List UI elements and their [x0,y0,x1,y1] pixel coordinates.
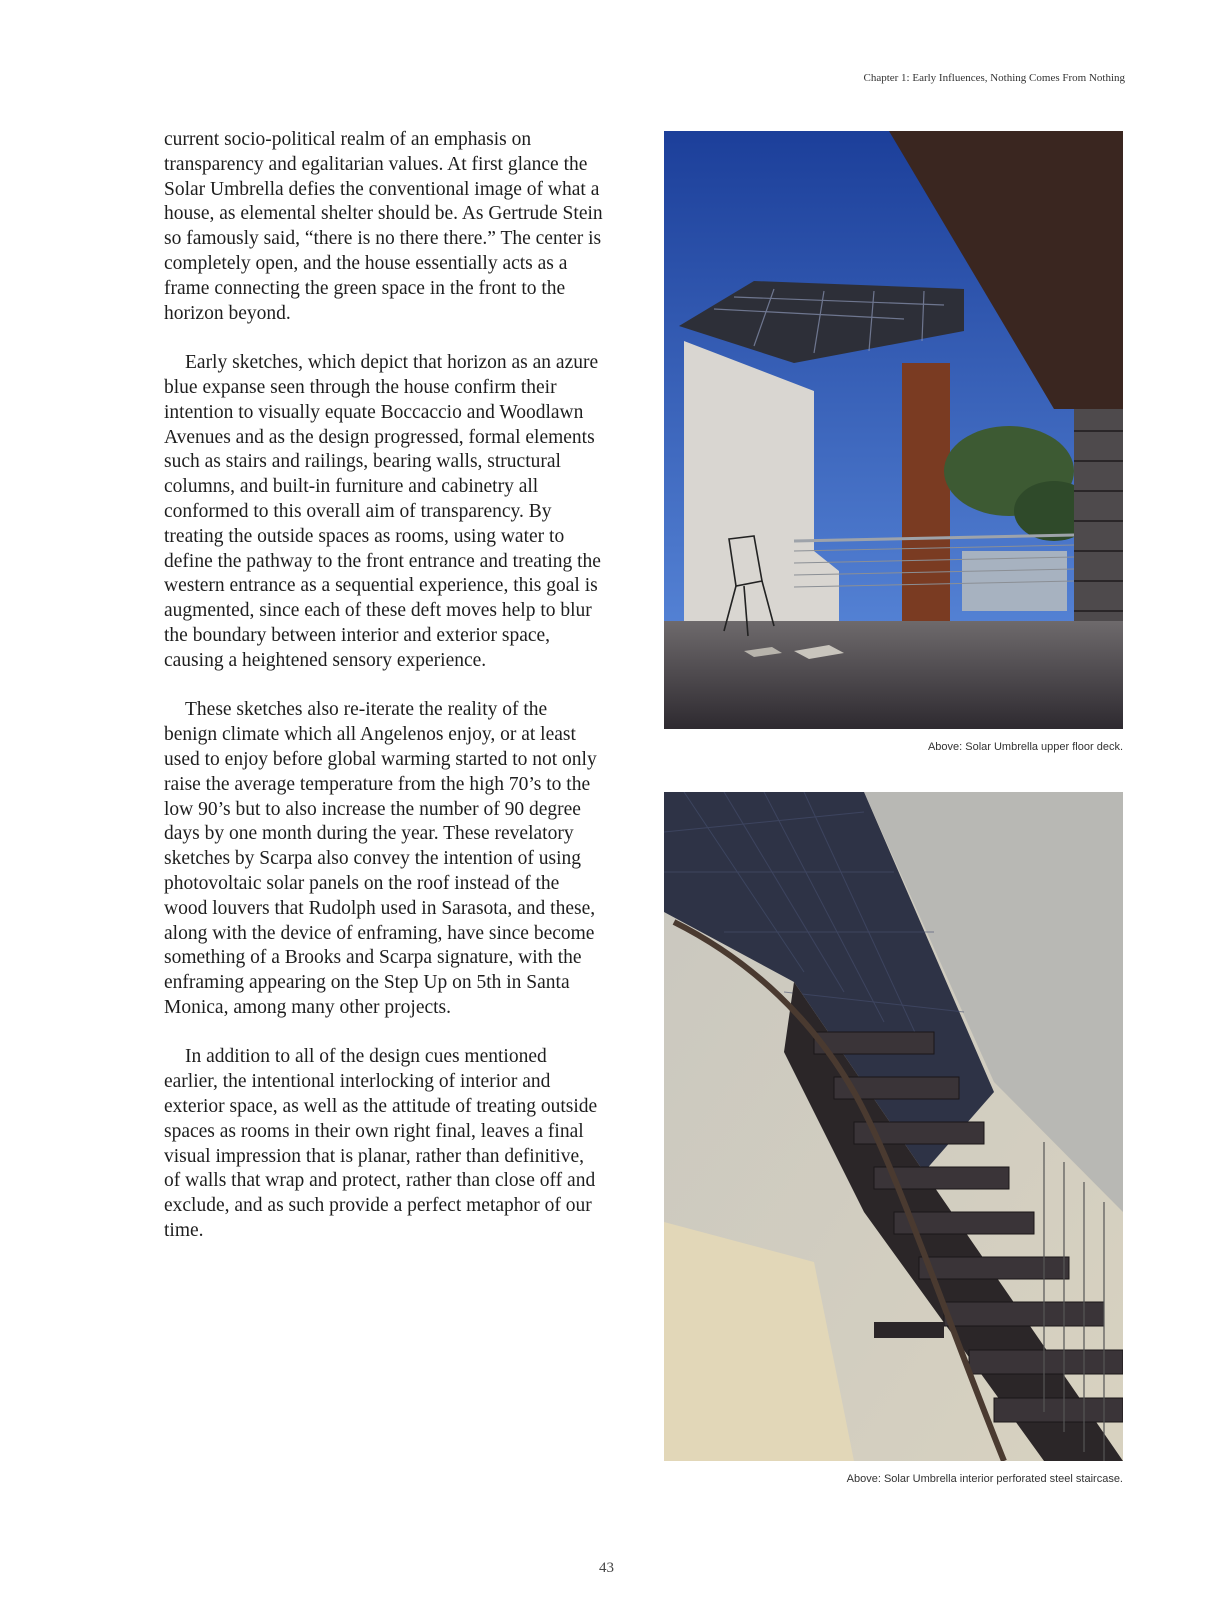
figure-deck [664,131,1123,753]
staircase-photo [664,792,1123,1461]
figure-staircase-caption: Above: Solar Umbrella interior perforated steel staircase. [846,1473,1123,1485]
body-text [164,128,604,1269]
deck-photo [664,131,1123,729]
paragraph-3: These sketches also re-iterate the reality of the benign climate which all Angelenos enjoy, or at least used to enjoy before global warming started to not only raise the average temperature from the high 70’s to the low 90’s but to also increase the number of 90 degree days by one month during the year. These revelatory sketches by Scarpa also convey the intention of using photovoltaic solar panels on the roof instead of the wood louvers that Rudolph used in Sarasota, and these, along with the device of enframing, have since become something of a Brooks and Scarpa signature, with the enframing appearing on the Step Up on 5th in Santa Monica, among many other projects. [164,699,597,1018]
paragraph-1: current socio-political realm of an emphasis on transparency and egalitarian values. At first glance the Solar Umbrella defies the conventional image of what a house, as elemental shelter should be. As Gertrude Stein so famously said, “there is no there there.” The center is completely open, and the house essentially acts as a frame connecting the green space in the front to the horizon beyond. [164,129,603,324]
running-header: Chapter 1: Early Influences, Nothing Comes From Nothing [863,72,1125,84]
page-number: 43 [599,1560,614,1576]
paragraph-4: In addition to all of the design cues mentioned earlier, the intentional interlocking of interior and exterior space, as well as the attitude of treating outside spaces as rooms in their own right final, leaves a final visual impression that is planar, rather than definitive, of walls that wrap and protect, rather than close off and exclude, and as such provide a perfect metaphor of our time. [164,1046,598,1242]
paragraph-2: Early sketches, which depict that horizon as an azure blue expanse seen through the house confirm their intention to visually equate Boccaccio and Woodlawn Avenues and as the design progressed, formal elements such as stairs and railings, bearing walls, structural columns, and built-in furniture and cabinetry all conformed to this overall aim of transparency. By treating the outside spaces as rooms, using water to define the pathway to the front entrance and treating the western entrance as a sequential experience, this goal is augmented, since each of these deft moves help to blur the boundary between interior and exterior space, causing a heightened sensory experience. [164,352,601,671]
figure-deck-caption: Above: Solar Umbrella upper floor deck. [927,741,1123,753]
figure-staircase [664,792,1123,1485]
